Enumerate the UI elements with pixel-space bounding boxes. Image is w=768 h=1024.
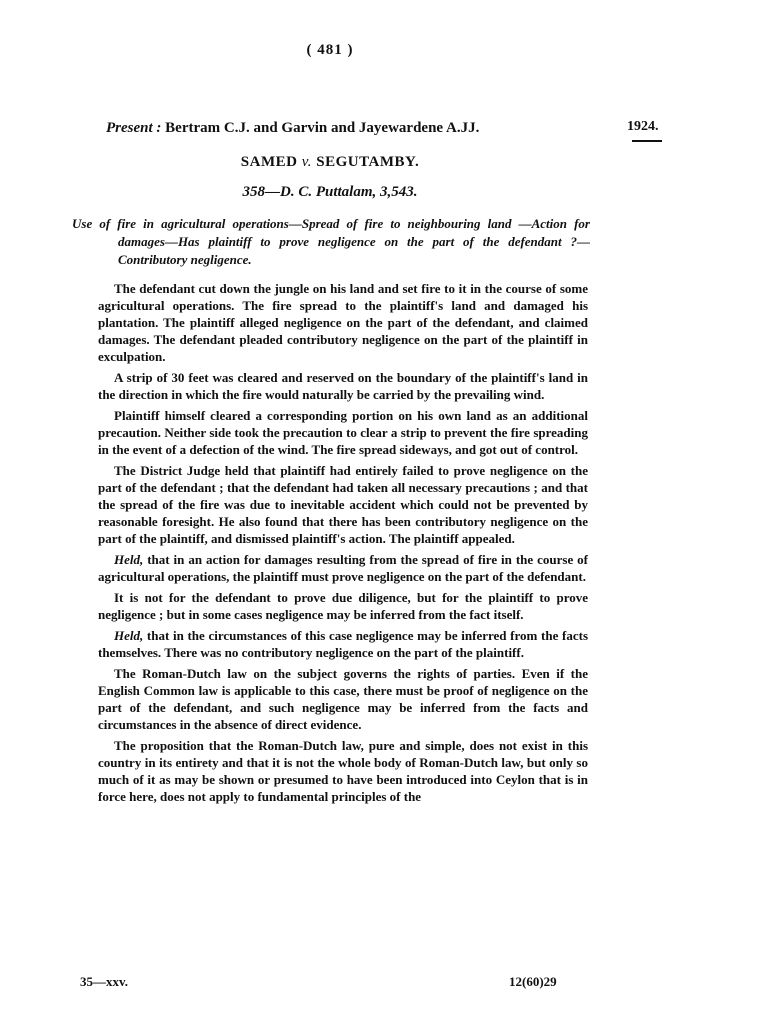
paragraph xyxy=(98,407,588,458)
paragraph xyxy=(98,280,588,365)
versus: v. xyxy=(301,154,312,170)
case-number: 358—D. C. Puttalam, 3,543. xyxy=(242,184,418,200)
paragraph-text: Plaintiff himself cleared a corresponding portion on his own land as an additional precaution. Neither side took the precaution to clear a strip to prevent the fire spreading in the event of a defection of the wind. The fire spread sideways, and got out of control. xyxy=(98,408,588,457)
paragraph-text: The District Judge held that plaintiff had entirely failed to prove negligence on the part of the defendant ; that the defendant had taken all necessary precautions ; and that the spread of the fire was due to inevitable accident which could not be prevented by reasonable foresight. He also found that there has been contributory negligence on the part of the plaintiff, and dismissed plaintiff's action. The plaintiff appealed. xyxy=(98,463,588,546)
page-number: ( 481 ) xyxy=(306,42,354,58)
paragraph-text: It is not for the defendant to prove due diligence, but for the plaintiff to prove negligence ; but in some cases negligence may be inferred from the fact itself. xyxy=(98,590,588,622)
present-label: Present : xyxy=(106,120,162,136)
paragraph-text: A strip of 30 feet was cleared and reserved on the boundary of the plaintiff's land in the direction in which the fire would naturally be carried by the prevailing wind. xyxy=(98,370,588,402)
paragraph-text: The proposition that the Roman-Dutch law, pure and simple, does not exist in this country in its entirety and that it is not the whole body of Roman-Dutch law, but only so much of it as may be shown or presumed to have been introduced into Ceylon that is in force here, does not apply to fundamental principles of the xyxy=(98,738,588,804)
paragraph xyxy=(98,369,588,403)
paragraph-text: The defendant cut down the jungle on his land and set fire to it in the course of some agricultural operations. The fire spread to the plaintiff's land and damaged his plantation. The plaintiff alleged negligence on the part of the defendant, and claimed damages. The defendant pleaded contributory negligence on the part of the plaintiff in exculpation. xyxy=(98,281,588,364)
defendant-name: SEGUTAMBY. xyxy=(316,154,420,170)
paragraph-text: that in an action for damages resulting from the spread of fire in the course of agricultural operations, the plaintiff must prove negligence on the part of the defendant. xyxy=(98,552,588,584)
paragraph-text: The Roman-Dutch law on the subject governs the rights of parties. Even if the English Common law is applicable to this case, there must be proof of negligence on the part of the defendant, and such negligence may be inferred from the facts and circumstances in the absence of direct evidence. xyxy=(98,666,588,732)
paragraph xyxy=(98,551,588,585)
year-underline xyxy=(632,140,662,142)
year-marginal: 1924. xyxy=(627,119,659,134)
paragraph-lead: Held, xyxy=(114,628,144,643)
print-code: 12(60)29 xyxy=(509,974,557,989)
paragraph-text: that in the circumstances of this case negligence may be inferred from the facts themselves. There was no contributory negligence on the part of the plaintiff. xyxy=(98,628,588,660)
case-title xyxy=(0,154,660,171)
paragraph xyxy=(98,462,588,547)
paragraph xyxy=(98,589,588,623)
paragraph-lead: Held, xyxy=(114,552,144,567)
body-text xyxy=(98,280,588,809)
paragraph xyxy=(98,627,588,661)
paragraph xyxy=(98,737,588,805)
headnote: Use of fire in agricultural operations—Spread of fire to neighbouring land —Action for damages—Has plaintiff to prove negligence on the part of the defendant ?—Contributory negligence. xyxy=(72,216,590,267)
signature-mark: 35—xxv. xyxy=(80,974,129,989)
plaintiff-name: SAMED xyxy=(240,154,298,170)
paragraph xyxy=(98,665,588,733)
judges-names: Bertram C.J. and Garvin and Jayewardene A.JJ. xyxy=(165,120,480,136)
bench-line xyxy=(106,120,479,137)
